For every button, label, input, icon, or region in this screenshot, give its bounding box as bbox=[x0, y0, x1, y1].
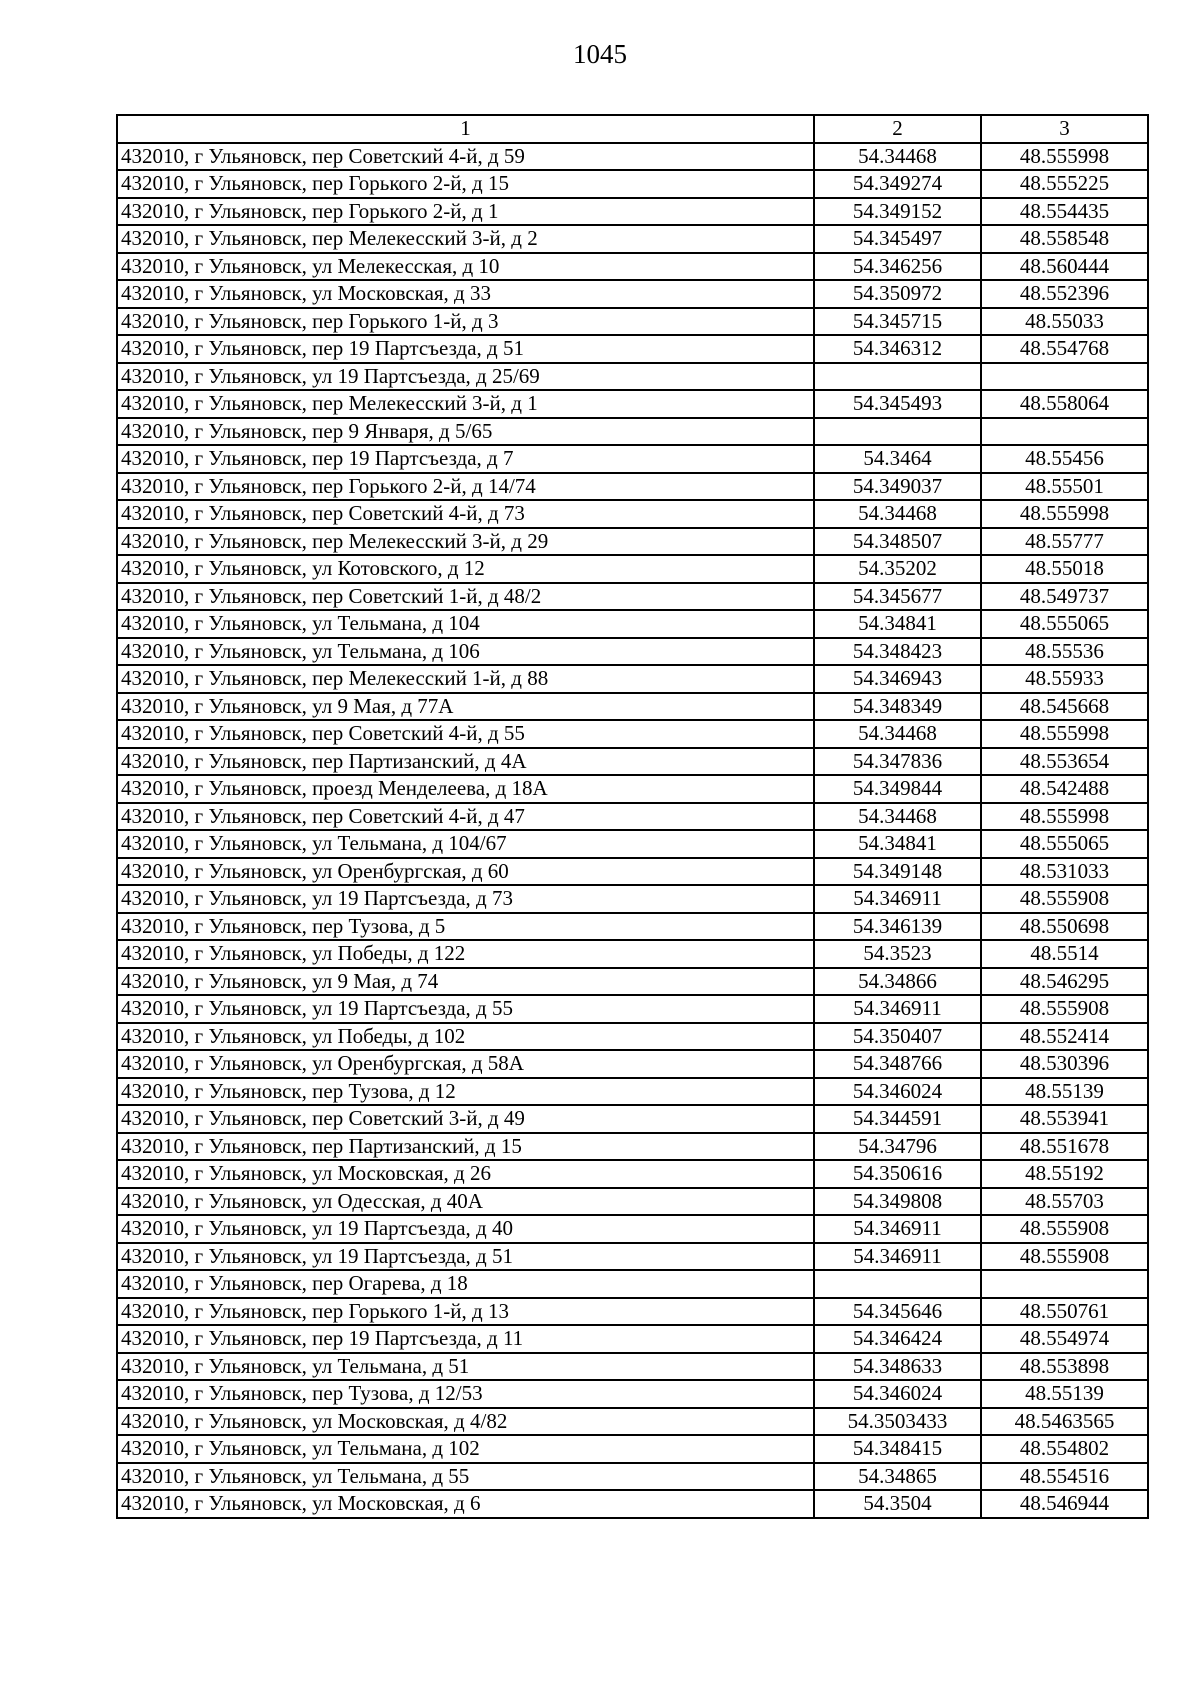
latitude-cell: 54.34468 bbox=[814, 803, 981, 831]
longitude-cell: 48.555065 bbox=[981, 610, 1148, 638]
longitude-cell: 48.554768 bbox=[981, 335, 1148, 363]
latitude-cell: 54.345493 bbox=[814, 390, 981, 418]
address-cell: 432010, г Ульяновск, пер Советский 3-й, д 49 bbox=[117, 1105, 814, 1133]
address-cell: 432010, г Ульяновск, пер Горького 2-й, д 1 bbox=[117, 198, 814, 226]
longitude-cell: 48.555065 bbox=[981, 830, 1148, 858]
latitude-cell: 54.3503433 bbox=[814, 1408, 981, 1436]
table-row bbox=[117, 225, 1148, 253]
column-header-2: 2 bbox=[814, 115, 981, 143]
table-row bbox=[117, 198, 1148, 226]
longitude-cell: 48.542488 bbox=[981, 775, 1148, 803]
table-row bbox=[117, 1133, 1148, 1161]
table-row bbox=[117, 1490, 1148, 1518]
longitude-cell: 48.560444 bbox=[981, 253, 1148, 281]
table-row bbox=[117, 445, 1148, 473]
latitude-cell: 54.346911 bbox=[814, 1243, 981, 1271]
table-row bbox=[117, 748, 1148, 776]
address-cell: 432010, г Ульяновск, пер Партизанский, д 4А bbox=[117, 748, 814, 776]
latitude-cell: 54.346911 bbox=[814, 995, 981, 1023]
page-number: 1045 bbox=[573, 39, 627, 69]
address-cell: 432010, г Ульяновск, ул Оренбургская, д 60 bbox=[117, 858, 814, 886]
address-cell: 432010, г Ульяновск, пер Горького 2-й, д 14/74 bbox=[117, 473, 814, 501]
table-row bbox=[117, 473, 1148, 501]
latitude-cell: 54.34865 bbox=[814, 1463, 981, 1491]
longitude-cell: 48.55777 bbox=[981, 528, 1148, 556]
address-cell: 432010, г Ульяновск, ул Московская, д 6 bbox=[117, 1490, 814, 1518]
longitude-cell: 48.555908 bbox=[981, 1243, 1148, 1271]
address-cell: 432010, г Ульяновск, пер Советский 4-й, д 59 bbox=[117, 143, 814, 171]
latitude-cell bbox=[814, 1270, 981, 1298]
table-row bbox=[117, 1463, 1148, 1491]
address-cell: 432010, г Ульяновск, ул Московская, д 26 bbox=[117, 1160, 814, 1188]
address-cell: 432010, г Ульяновск, ул Московская, д 33 bbox=[117, 280, 814, 308]
table-row bbox=[117, 308, 1148, 336]
address-cell: 432010, г Ульяновск, ул Тельмана, д 106 bbox=[117, 638, 814, 666]
address-cell: 432010, г Ульяновск, ул Котовского, д 12 bbox=[117, 555, 814, 583]
address-cell: 432010, г Ульяновск, ул Тельмана, д 104/67 bbox=[117, 830, 814, 858]
table-row bbox=[117, 170, 1148, 198]
latitude-cell: 54.346424 bbox=[814, 1325, 981, 1353]
latitude-cell: 54.348633 bbox=[814, 1353, 981, 1381]
table-row bbox=[117, 610, 1148, 638]
table-row bbox=[117, 803, 1148, 831]
address-cell: 432010, г Ульяновск, пер Мелекесский 3-й, д 1 bbox=[117, 390, 814, 418]
latitude-cell: 54.346139 bbox=[814, 913, 981, 941]
table-row bbox=[117, 583, 1148, 611]
longitude-cell: 48.55192 bbox=[981, 1160, 1148, 1188]
longitude-cell: 48.554435 bbox=[981, 198, 1148, 226]
latitude-cell bbox=[814, 418, 981, 446]
address-cell: 432010, г Ульяновск, ул Тельмана, д 51 bbox=[117, 1353, 814, 1381]
latitude-cell: 54.347836 bbox=[814, 748, 981, 776]
longitude-cell: 48.55139 bbox=[981, 1380, 1148, 1408]
latitude-cell: 54.346911 bbox=[814, 1215, 981, 1243]
longitude-cell bbox=[981, 1270, 1148, 1298]
latitude-cell: 54.34866 bbox=[814, 968, 981, 996]
latitude-cell: 54.34796 bbox=[814, 1133, 981, 1161]
address-cell: 432010, г Ульяновск, ул 19 Партсъезда, д 55 bbox=[117, 995, 814, 1023]
latitude-cell: 54.348415 bbox=[814, 1435, 981, 1463]
address-cell: 432010, г Ульяновск, пер Советский 1-й, д 48/2 bbox=[117, 583, 814, 611]
table-row bbox=[117, 1050, 1148, 1078]
longitude-cell: 48.555908 bbox=[981, 885, 1148, 913]
table-row bbox=[117, 1408, 1148, 1436]
table-row bbox=[117, 253, 1148, 281]
table-row bbox=[117, 1160, 1148, 1188]
latitude-cell: 54.345497 bbox=[814, 225, 981, 253]
latitude-cell: 54.34468 bbox=[814, 500, 981, 528]
latitude-cell: 54.344591 bbox=[814, 1105, 981, 1133]
longitude-cell: 48.554974 bbox=[981, 1325, 1148, 1353]
longitude-cell: 48.558548 bbox=[981, 225, 1148, 253]
latitude-cell: 54.349152 bbox=[814, 198, 981, 226]
table-row bbox=[117, 940, 1148, 968]
latitude-cell: 54.349844 bbox=[814, 775, 981, 803]
longitude-cell: 48.555998 bbox=[981, 720, 1148, 748]
table-row bbox=[117, 995, 1148, 1023]
address-cell: 432010, г Ульяновск, пер Огарева, д 18 bbox=[117, 1270, 814, 1298]
table-row bbox=[117, 830, 1148, 858]
table-row bbox=[117, 968, 1148, 996]
longitude-cell: 48.55501 bbox=[981, 473, 1148, 501]
longitude-cell: 48.553941 bbox=[981, 1105, 1148, 1133]
table-row bbox=[117, 1243, 1148, 1271]
table-row bbox=[117, 720, 1148, 748]
table-row bbox=[117, 363, 1148, 391]
longitude-cell: 48.55536 bbox=[981, 638, 1148, 666]
latitude-cell: 54.345677 bbox=[814, 583, 981, 611]
longitude-cell: 48.550698 bbox=[981, 913, 1148, 941]
latitude-cell: 54.34841 bbox=[814, 830, 981, 858]
table-row bbox=[117, 913, 1148, 941]
table-row bbox=[117, 528, 1148, 556]
latitude-cell: 54.349037 bbox=[814, 473, 981, 501]
table-row bbox=[117, 555, 1148, 583]
table-row bbox=[117, 143, 1148, 171]
latitude-cell: 54.345646 bbox=[814, 1298, 981, 1326]
latitude-cell: 54.346911 bbox=[814, 885, 981, 913]
address-cell: 432010, г Ульяновск, пер Тузова, д 12 bbox=[117, 1078, 814, 1106]
address-cell: 432010, г Ульяновск, ул Одесская, д 40А bbox=[117, 1188, 814, 1216]
latitude-cell: 54.346312 bbox=[814, 335, 981, 363]
table-row bbox=[117, 418, 1148, 446]
longitude-cell: 48.55456 bbox=[981, 445, 1148, 473]
address-cell: 432010, г Ульяновск, ул Победы, д 122 bbox=[117, 940, 814, 968]
table-row bbox=[117, 1215, 1148, 1243]
address-cell: 432010, г Ульяновск, пер 19 Партсъезда, д 51 bbox=[117, 335, 814, 363]
longitude-cell: 48.554516 bbox=[981, 1463, 1148, 1491]
longitude-cell: 48.555908 bbox=[981, 995, 1148, 1023]
longitude-cell: 48.546295 bbox=[981, 968, 1148, 996]
latitude-cell: 54.34468 bbox=[814, 143, 981, 171]
address-cell: 432010, г Ульяновск, пер Горького 1-й, д 3 bbox=[117, 308, 814, 336]
address-cell: 432010, г Ульяновск, пер Горького 2-й, д 15 bbox=[117, 170, 814, 198]
longitude-cell: 48.550761 bbox=[981, 1298, 1148, 1326]
address-cell: 432010, г Ульяновск, пер Советский 4-й, д 73 bbox=[117, 500, 814, 528]
table-row bbox=[117, 1270, 1148, 1298]
table-row bbox=[117, 638, 1148, 666]
latitude-cell: 54.346024 bbox=[814, 1380, 981, 1408]
table-body bbox=[117, 143, 1148, 1518]
longitude-cell: 48.558064 bbox=[981, 390, 1148, 418]
address-cell: 432010, г Ульяновск, пер Тузова, д 12/53 bbox=[117, 1380, 814, 1408]
address-cell: 432010, г Ульяновск, пер 19 Партсъезда, д 11 bbox=[117, 1325, 814, 1353]
latitude-cell: 54.34841 bbox=[814, 610, 981, 638]
latitude-cell: 54.346024 bbox=[814, 1078, 981, 1106]
latitude-cell: 54.3504 bbox=[814, 1490, 981, 1518]
table-row bbox=[117, 1188, 1148, 1216]
address-cell: 432010, г Ульяновск, ул Тельмана, д 104 bbox=[117, 610, 814, 638]
latitude-cell bbox=[814, 363, 981, 391]
table-row bbox=[117, 1023, 1148, 1051]
longitude-cell: 48.55018 bbox=[981, 555, 1148, 583]
longitude-cell: 48.55139 bbox=[981, 1078, 1148, 1106]
table-row bbox=[117, 1353, 1148, 1381]
address-cell: 432010, г Ульяновск, проезд Менделеева, д 18А bbox=[117, 775, 814, 803]
table-row bbox=[117, 280, 1148, 308]
table-row bbox=[117, 1435, 1148, 1463]
address-cell: 432010, г Ульяновск, пер Советский 4-й, д 47 bbox=[117, 803, 814, 831]
table-header-row bbox=[117, 115, 1148, 143]
longitude-cell: 48.55033 bbox=[981, 308, 1148, 336]
table-row bbox=[117, 1105, 1148, 1133]
address-cell: 432010, г Ульяновск, пер Горького 1-й, д 13 bbox=[117, 1298, 814, 1326]
address-cell: 432010, г Ульяновск, ул Оренбургская, д 58А bbox=[117, 1050, 814, 1078]
longitude-cell bbox=[981, 363, 1148, 391]
latitude-cell: 54.350407 bbox=[814, 1023, 981, 1051]
table-row bbox=[117, 335, 1148, 363]
latitude-cell: 54.346256 bbox=[814, 253, 981, 281]
longitude-cell: 48.530396 bbox=[981, 1050, 1148, 1078]
table-row bbox=[117, 500, 1148, 528]
latitude-cell: 54.35202 bbox=[814, 555, 981, 583]
longitude-cell: 48.555998 bbox=[981, 803, 1148, 831]
latitude-cell: 54.349148 bbox=[814, 858, 981, 886]
address-cell: 432010, г Ульяновск, ул 9 Мая, д 77А bbox=[117, 693, 814, 721]
longitude-cell: 48.549737 bbox=[981, 583, 1148, 611]
latitude-cell: 54.348349 bbox=[814, 693, 981, 721]
address-cell: 432010, г Ульяновск, пер 9 Января, д 5/65 bbox=[117, 418, 814, 446]
table-row bbox=[117, 693, 1148, 721]
longitude-cell: 48.553654 bbox=[981, 748, 1148, 776]
longitude-cell: 48.531033 bbox=[981, 858, 1148, 886]
latitude-cell: 54.346943 bbox=[814, 665, 981, 693]
address-cell: 432010, г Ульяновск, ул 19 Партсъезда, д 40 bbox=[117, 1215, 814, 1243]
address-cell: 432010, г Ульяновск, ул Победы, д 102 bbox=[117, 1023, 814, 1051]
latitude-cell: 54.348507 bbox=[814, 528, 981, 556]
longitude-cell: 48.5514 bbox=[981, 940, 1148, 968]
address-cell: 432010, г Ульяновск, ул Мелекесская, д 10 bbox=[117, 253, 814, 281]
latitude-cell: 54.348423 bbox=[814, 638, 981, 666]
address-cell: 432010, г Ульяновск, пер Советский 4-й, д 55 bbox=[117, 720, 814, 748]
longitude-cell: 48.551678 bbox=[981, 1133, 1148, 1161]
longitude-cell: 48.552414 bbox=[981, 1023, 1148, 1051]
longitude-cell: 48.546944 bbox=[981, 1490, 1148, 1518]
latitude-cell: 54.348766 bbox=[814, 1050, 981, 1078]
address-cell: 432010, г Ульяновск, ул 19 Партсъезда, д 25/69 bbox=[117, 363, 814, 391]
latitude-cell: 54.350972 bbox=[814, 280, 981, 308]
address-cell: 432010, г Ульяновск, ул Тельмана, д 102 bbox=[117, 1435, 814, 1463]
table-row bbox=[117, 858, 1148, 886]
longitude-cell: 48.554802 bbox=[981, 1435, 1148, 1463]
column-header-3: 3 bbox=[981, 115, 1148, 143]
longitude-cell: 48.552396 bbox=[981, 280, 1148, 308]
longitude-cell: 48.555998 bbox=[981, 143, 1148, 171]
table-row bbox=[117, 775, 1148, 803]
longitude-cell bbox=[981, 418, 1148, 446]
address-cell: 432010, г Ульяновск, пер Мелекесский 1-й, д 88 bbox=[117, 665, 814, 693]
latitude-cell: 54.34468 bbox=[814, 720, 981, 748]
longitude-cell: 48.55933 bbox=[981, 665, 1148, 693]
latitude-cell: 54.3464 bbox=[814, 445, 981, 473]
longitude-cell: 48.55703 bbox=[981, 1188, 1148, 1216]
table-row bbox=[117, 1078, 1148, 1106]
latitude-cell: 54.349274 bbox=[814, 170, 981, 198]
address-cell: 432010, г Ульяновск, пер Партизанский, д 15 bbox=[117, 1133, 814, 1161]
latitude-cell: 54.350616 bbox=[814, 1160, 981, 1188]
table-row bbox=[117, 1298, 1148, 1326]
address-cell: 432010, г Ульяновск, пер 19 Партсъезда, д 7 bbox=[117, 445, 814, 473]
address-cell: 432010, г Ульяновск, ул 19 Партсъезда, д 73 bbox=[117, 885, 814, 913]
latitude-cell: 54.3523 bbox=[814, 940, 981, 968]
longitude-cell: 48.555998 bbox=[981, 500, 1148, 528]
address-cell: 432010, г Ульяновск, ул 9 Мая, д 74 bbox=[117, 968, 814, 996]
address-cell: 432010, г Ульяновск, пер Мелекесский 3-й, д 2 bbox=[117, 225, 814, 253]
address-cell: 432010, г Ульяновск, ул 19 Партсъезда, д 51 bbox=[117, 1243, 814, 1271]
address-cell: 432010, г Ульяновск, пер Тузова, д 5 bbox=[117, 913, 814, 941]
table-row bbox=[117, 1380, 1148, 1408]
address-coordinates-table bbox=[116, 114, 1149, 1519]
longitude-cell: 48.555225 bbox=[981, 170, 1148, 198]
address-cell: 432010, г Ульяновск, пер Мелекесский 3-й, д 29 bbox=[117, 528, 814, 556]
table-row bbox=[117, 665, 1148, 693]
table-row bbox=[117, 1325, 1148, 1353]
column-header-1: 1 bbox=[117, 115, 814, 143]
longitude-cell: 48.553898 bbox=[981, 1353, 1148, 1381]
longitude-cell: 48.545668 bbox=[981, 693, 1148, 721]
latitude-cell: 54.345715 bbox=[814, 308, 981, 336]
longitude-cell: 48.555908 bbox=[981, 1215, 1148, 1243]
address-cell: 432010, г Ульяновск, ул Московская, д 4/82 bbox=[117, 1408, 814, 1436]
latitude-cell: 54.349808 bbox=[814, 1188, 981, 1216]
address-cell: 432010, г Ульяновск, ул Тельмана, д 55 bbox=[117, 1463, 814, 1491]
table-row bbox=[117, 390, 1148, 418]
longitude-cell: 48.5463565 bbox=[981, 1408, 1148, 1436]
table-row bbox=[117, 885, 1148, 913]
